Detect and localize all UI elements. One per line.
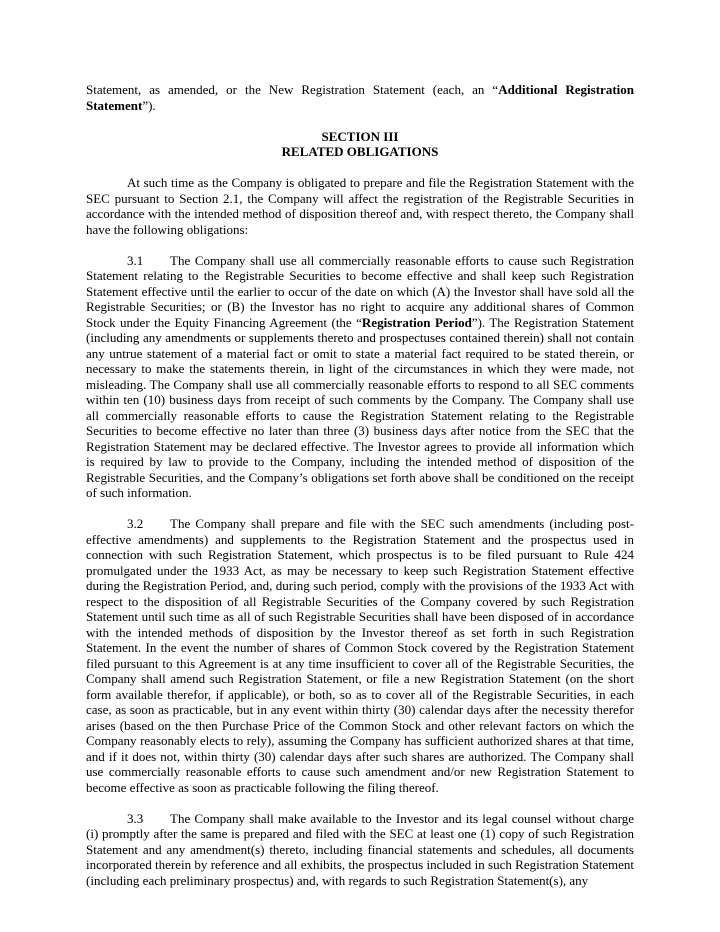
- intro-paragraph: Statement, as amended, or the New Registration Statement (each, an “Additional Registration Statement”).: [86, 82, 635, 113]
- clause-number: 3.1: [127, 252, 144, 268]
- clause-3-3: 3.3 The Company shall make available to the Investor and its legal counsel without charge (i) promptly after the same is prepared and filed with the SEC at least one (1) copy of such Registration Statement and any amendment(s) thereto, including financial statements and schedules, all documents incorporated therein by reference and all exhibits, the prospectus included in such Registration Statement (including each preliminary prospectus) and, with regards to such Registration Statement(s), any: [86, 810, 634, 888]
- clause-3-2: 3.2 The Company shall prepare and file with the SEC such amendments (including post-effective amendments) and supplements to the Registration Statement and the prospectus used in connection with such Registration Statement, which prospectus is to be filed pursuant to Rule 424 promulgated under the 1933 Act, as may be necessary to keep such Registration Statement effective during the Registration Period, and, during such period, comply with the provisions of the 1933 Act with respect to the disposition of all Registrable Securities of the Company covered by such Registration Statement until such time as all of such Registrable Securities shall have been disposed of in accordance with the intended methods of disposition by the Investor thereof as set forth in such Registration Statement. In the event the number of shares of Common Stock covered by the Registration Statement filed pursuant to this Agreement is at any time insufficient to cover all of the Registrable Securities, the Company shall amend such Registration Statement, or file a new Registration Statement (on the short form available therefor, if applicable), or both, so as to cover all of the Registrable Securities, in each case, as soon as practicable, but in any event within thirty (30) calendar days after the necessity therefor arises (based on the then Purchase Price of the Common Stock and other relevant factors on which the Company reasonably elects to rely), assuming the Company has sufficient authorized shares at that time, and if it does not, within thirty (30) calendar days after such shares are authorized. The Company shall use commercially reasonable efforts to cause such amendment and/or new Registration Statement to become effective as soon as practicable following the filing thereof.: [86, 516, 634, 795]
- lead-paragraph: At such time as the Company is obligated to prepare and file the Registration Statement with the SEC pursuant to Section 2.1, the Company will affect the registration of the Registrable Securities in accordance with the intended method of disposition thereof and, with respect thereto, the Company shall have the following obligations:: [86, 175, 634, 237]
- clause-number: 3.2: [127, 516, 144, 531]
- defined-term: Additional Registration Statement: [86, 82, 635, 113]
- clause-number: 3.3: [127, 810, 144, 826]
- section-number: SECTION III: [321, 128, 399, 144]
- section-title: RELATED OBLIGATIONS: [281, 144, 439, 159]
- clause-3-1: 3.1 The Company shall use all commercially reasonable efforts to cause such Registration Statement relating to the Registrable Securities to become effective and shall keep such Registration Statement effective until the earlier to occur of the date on which (A) the Investor shall have sold all the Registrable Securities; or (B) the Investor has no right to acquire any additional shares of Common Stock under the Equity Financing Agreement (the “Registration Period”). The Registration Statement (including any amendments or supplements thereto and prospectuses contained therein) shall not contain any untrue statement of a material fact or omit to state a material fact required to be stated therein, or necessary to make the statements therein, in light of the circumstances in which they were made, not misleading. The Company shall use all commercially reasonable efforts to respond to all SEC comments within ten (10) business days from receipt of such comments by the Company. The Company shall use all commercially reasonable efforts to cause the Registration Statement relating to the Registrable Securities to become effective no later than three (3) business days after notice from the SEC that the Registration Statement may be declared effective. The Investor agrees to provide all information which is required by law to provide to the Company, including the intended method of disposition of the Registrable Securities, and the Company’s obligations set forth above shall be conditioned on the receipt of such information.: [86, 252, 635, 500]
- defined-term: Registration Period: [361, 314, 472, 330]
